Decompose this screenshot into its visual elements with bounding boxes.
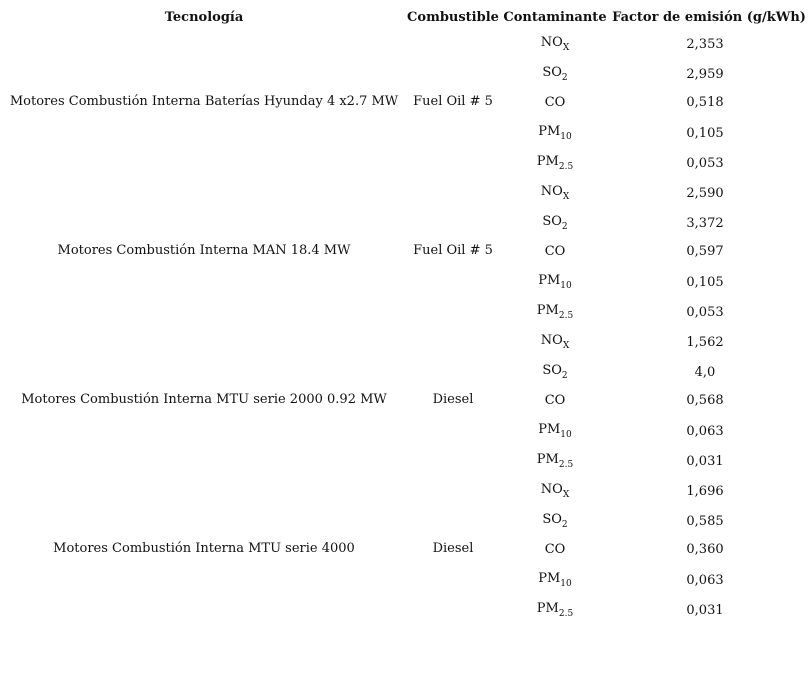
combustible-cell: Fuel Oil # 5: [413, 93, 493, 109]
header-factor-emision: Factor de emisión (g/kWh): [612, 10, 806, 25]
contaminante-cell: [500, 213, 610, 232]
factor-emision-cell: 0,105: [686, 126, 724, 142]
pollutant-subscript: 2: [561, 221, 568, 232]
pollutant-subscript: 2: [561, 72, 568, 83]
pollutant-symbol: SO: [542, 511, 562, 527]
pollutant-symbol: PM: [536, 154, 559, 170]
pollutant-symbol: NO: [540, 333, 563, 348]
contaminante-cell: [500, 511, 610, 530]
pollutant-subscript: 2.5: [558, 460, 574, 471]
pollutant-symbol: PM: [538, 422, 561, 438]
contaminante-cell: [500, 362, 610, 381]
pollutant-symbol: PM: [538, 273, 561, 289]
pollutant-subscript: X: [562, 341, 570, 351]
tecnologia-cell: Motores Combustión Interna Baterías Hyunday 4 x2.7 MW: [9, 93, 399, 109]
factor-emision-cell: 0,063: [686, 424, 724, 440]
factor-emision-cell: 0,360: [686, 541, 724, 557]
pollutant-symbol: SO: [542, 362, 562, 378]
factor-emision-cell: 2,959: [686, 66, 724, 82]
contaminante-cell: [500, 64, 610, 83]
header-tecnologia: Tecnología: [164, 10, 244, 25]
factor-emision-cell: 0,585: [686, 513, 724, 529]
factor-emision-cell: 0,597: [686, 243, 724, 259]
pollutant-subscript: 2.5: [558, 609, 574, 620]
factor-emision-cell: 0,518: [686, 94, 724, 110]
factor-emision-cell: 0,568: [686, 392, 724, 408]
pollutant-symbol: SO: [542, 213, 562, 229]
contaminante-cell: [500, 332, 610, 351]
contaminante-cell: [500, 541, 610, 559]
contaminante-cell: [500, 421, 610, 440]
contaminante-cell: [500, 153, 610, 172]
factor-emision-cell: 4,0: [694, 364, 716, 380]
pollutant-subscript: 2: [561, 519, 568, 530]
contaminante-cell: [500, 272, 610, 291]
pollutant-symbol: SO: [542, 64, 562, 80]
contaminante-cell: [500, 34, 610, 53]
factor-emision-cell: 1,696: [686, 484, 724, 499]
factor-emision-cell: 0,105: [686, 275, 724, 291]
factor-emision-cell: 2,353: [686, 37, 724, 52]
contaminante-cell: [500, 392, 610, 410]
tecnologia-cell: Motores Combustión Interna MTU serie 4000: [53, 540, 355, 556]
pollutant-symbol: CO: [544, 94, 566, 110]
contaminante-cell: [500, 600, 610, 619]
pollutant-symbol: CO: [544, 392, 566, 408]
contaminante-cell: [500, 123, 610, 142]
tecnologia-cell: Motores Combustión Interna MAN 18.4 MW: [57, 242, 351, 258]
pollutant-subscript: 2.5: [558, 311, 574, 322]
pollutant-subscript: 10: [560, 281, 572, 292]
pollutant-subscript: 10: [560, 132, 572, 143]
pollutant-symbol: PM: [536, 452, 559, 468]
contaminante-cell: [500, 302, 610, 321]
pollutant-symbol: PM: [538, 124, 561, 140]
factor-emision-cell: 2,590: [686, 186, 724, 201]
pollutant-subscript: 2: [561, 370, 568, 381]
tecnologia-cell: Motores Combustión Interna MTU serie 2000 0.92 MW: [21, 391, 387, 407]
pollutant-subscript: X: [562, 43, 570, 53]
pollutant-subscript: 10: [560, 430, 572, 441]
factor-emision-cell: 1,562: [686, 335, 724, 350]
factor-emision-cell: 3,372: [686, 215, 724, 231]
pollutant-symbol: CO: [544, 541, 566, 557]
pollutant-symbol: PM: [536, 303, 559, 319]
pollutant-subscript: X: [562, 192, 570, 202]
factor-emision-cell: 0,053: [686, 305, 724, 321]
factor-emision-cell: 0,031: [686, 454, 724, 470]
header-contaminante: Contaminante: [503, 10, 607, 25]
combustible-cell: Fuel Oil # 5: [413, 242, 493, 258]
contaminante-cell: [500, 243, 610, 261]
pollutant-symbol: PM: [538, 571, 561, 587]
pollutant-symbol: PM: [536, 601, 559, 617]
contaminante-cell: [500, 183, 610, 202]
contaminante-cell: [500, 481, 610, 500]
contaminante-cell: [500, 570, 610, 589]
combustible-cell: Diesel: [432, 540, 474, 556]
pollutant-subscript: 10: [560, 579, 572, 590]
factor-emision-cell: 0,063: [686, 573, 724, 589]
factor-emision-cell: 0,031: [686, 603, 724, 619]
header-combustible: Combustible: [407, 10, 499, 25]
pollutant-symbol: NO: [540, 482, 563, 497]
contaminante-cell: [500, 94, 610, 112]
pollutant-symbol: CO: [544, 243, 566, 259]
pollutant-subscript: X: [562, 490, 570, 500]
factor-emision-cell: 0,053: [686, 156, 724, 172]
contaminante-cell: [500, 451, 610, 470]
pollutant-symbol: NO: [540, 35, 563, 50]
pollutant-subscript: 2.5: [558, 162, 574, 173]
pollutant-symbol: NO: [540, 184, 563, 199]
combustible-cell: Diesel: [432, 391, 474, 407]
